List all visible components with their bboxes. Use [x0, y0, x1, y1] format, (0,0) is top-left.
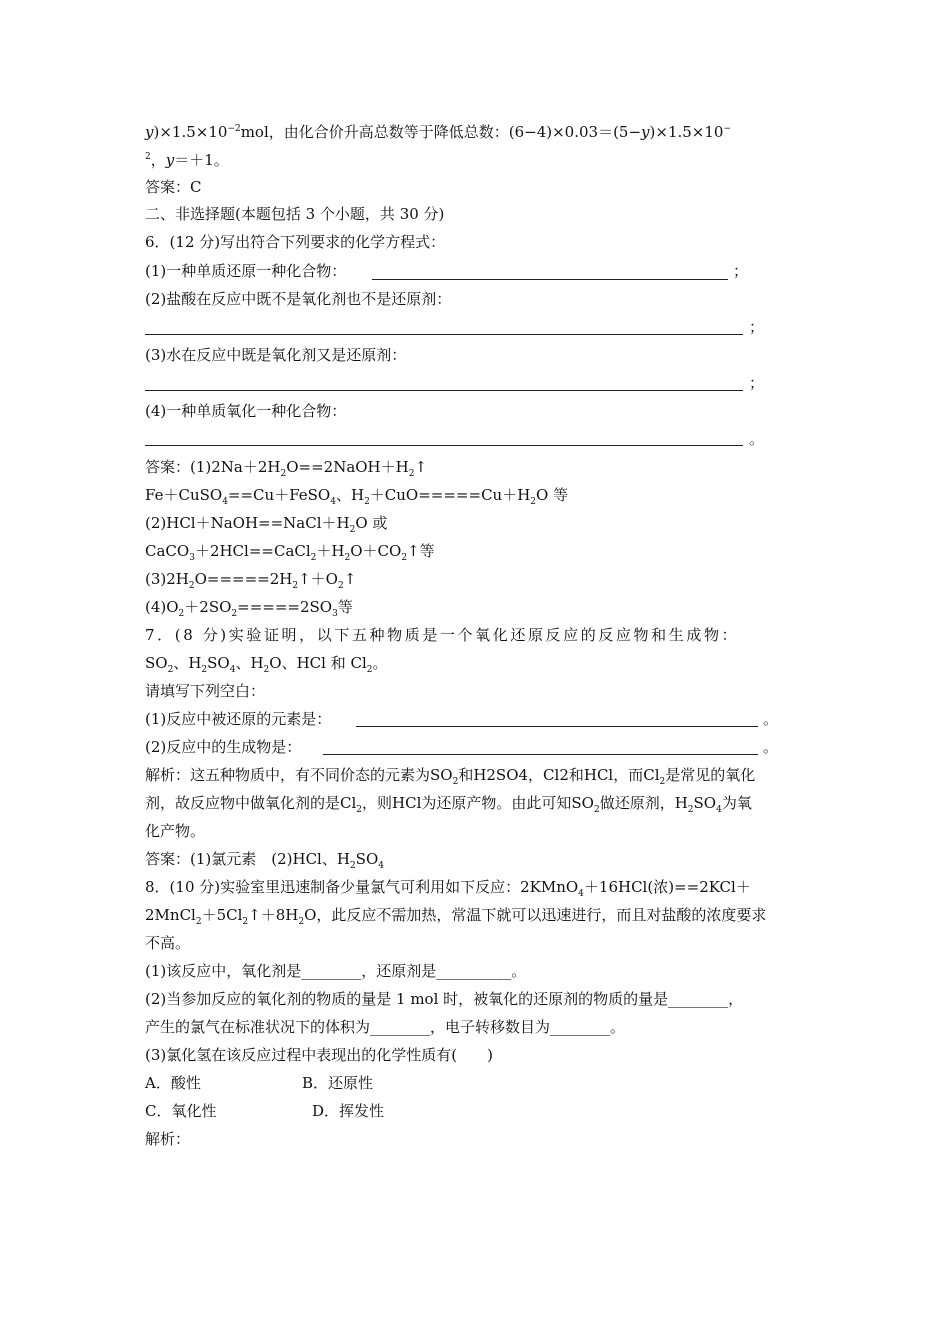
q7-part-1-end: 。: [763, 710, 779, 728]
q7-analysis-1: 解析：这五种物质中，有不同价态的元素为$SO_2$和H2SO4，Cl2和HCl，而$Cl_2$是常见的氧化: [145, 766, 756, 787]
q6-blank-3[interactable]: [145, 390, 743, 391]
q6-stem: 6．(12 分)写出符合下列要求的化学方程式：: [145, 233, 446, 251]
q7-analysis-3: 化产物。: [145, 822, 206, 840]
q6-answer-2: Fe＋CuSO$_4$==Cu＋FeSO$_4$、$H_2+CuO=====Cu+H_2O$ 等: [145, 486, 569, 507]
q6-answer-3: $(2)HCl+NaOH==NaCl+H_2O$ 或: [145, 514, 388, 535]
q8-part-1: (1)该反应中，氧化剂是________，还原剂是__________。: [145, 962, 527, 980]
q6-part-1: (1)一种单质还原一种化合物：: [145, 262, 347, 280]
q7-part-2: (2)反应中的生成物是：: [145, 738, 302, 756]
q8-stem-2: $2MnCl_2+5Cl_2↑+8H_2O$，此反应不需加热，常温下就可以迅速进行，而且对盐酸的浓度要求: [145, 906, 767, 927]
q6-answer-1: 答案：$(1)2Na+2H_2O==2NaOH+H_2↑$: [145, 458, 428, 479]
q8-part-2a: (2)当参加反应的氧化剂的物质的量是 1 mol 时，被氧化的还原剂的物质的量是________，: [145, 990, 744, 1008]
q6-answer-4: $CaCO_3+2HCl==CaCl_2+H_2O+CO_2↑$等: [145, 542, 435, 563]
answer-5: 答案：C: [145, 178, 202, 196]
q6-part-4-end: 。: [749, 430, 765, 448]
q8-option-b: B．还原性: [302, 1074, 374, 1092]
q8-part-2b: 产生的氯气在标准状况下的体积为________，电子转移数目为________。: [145, 1018, 626, 1036]
q6-part-3-end: ；: [749, 374, 765, 392]
q6-part-4: (4)一种单质氧化一种化合物：: [145, 402, 347, 420]
section-heading: 二、非选择题(本题包括 3 个小题，共 30 分): [145, 205, 445, 223]
q8-option-a: A．酸性: [145, 1074, 201, 1092]
q7-part-1: (1)反应中被还原的元素是：: [145, 710, 332, 728]
q6-part-3: (3)水在反应中既是氧化剂又是还原剂：: [145, 346, 407, 364]
q7-instruction: 请填写下列空白：: [145, 682, 266, 700]
q6-part-1-end: ；: [733, 262, 749, 280]
q7-blank-2[interactable]: [323, 754, 758, 755]
q6-blank-2[interactable]: [145, 334, 743, 335]
q8-stem-1: 8．(10 分)实验室里迅速制备少量氯气可利用如下反应：2KMnO$_4$＋16HCl(浓)==2KCl＋: [145, 878, 751, 899]
q7-part-2-end: 。: [763, 738, 779, 756]
q6-answer-6: $(4)O_2+2SO_2=====2SO_3$等: [145, 598, 353, 619]
q7-stem-1: 7．(8 分)实验证明，以下五种物质是一个氧化还原反应的反应物和生成物：: [145, 626, 740, 644]
q6-answer-5: $(3)2H_2O=====2H_2↑+O_2↑$: [145, 570, 357, 591]
q6-blank-4[interactable]: [145, 445, 743, 446]
q7-blank-1[interactable]: [356, 726, 758, 727]
q7-answer: 答案：(1)氯元素 (2)HCl、$H_2SO_4$: [145, 850, 384, 871]
q8-option-d: D．挥发性: [312, 1102, 385, 1120]
q7-analysis-2: 剂，故反应物中做氧化剂的是$Cl_2$，则HCl为还原产物。由此可知$SO_2$做还原剂，$H_2SO_4$为氧: [145, 794, 752, 815]
q8-option-c: C．氧化性: [145, 1102, 217, 1120]
calc-line-1: $y)\times 1.5\times 10^{-2}mol$，由化合价升高总数等于降低总数：(6−4)×0.03＝(5−y)×1.5×10−: [145, 123, 732, 141]
q8-stem-3: 不高。: [145, 934, 191, 952]
q6-blank-1[interactable]: [372, 279, 728, 280]
calc-line-2: $^2$，y＝＋1。: [145, 151, 229, 169]
q6-part-2: (2)盐酸在反应中既不是氧化剂也不是还原剂：: [145, 290, 452, 308]
q6-part-2-end: ；: [749, 318, 765, 336]
q7-stem-2: $SO_2$、$H_2SO_4$、$H_2O$、HCl 和 $Cl_2$。: [145, 654, 388, 675]
q8-analysis: 解析：: [145, 1130, 191, 1148]
q8-part-3: (3)氯化氢在该反应过程中表现出的化学性质有( ): [145, 1046, 493, 1064]
